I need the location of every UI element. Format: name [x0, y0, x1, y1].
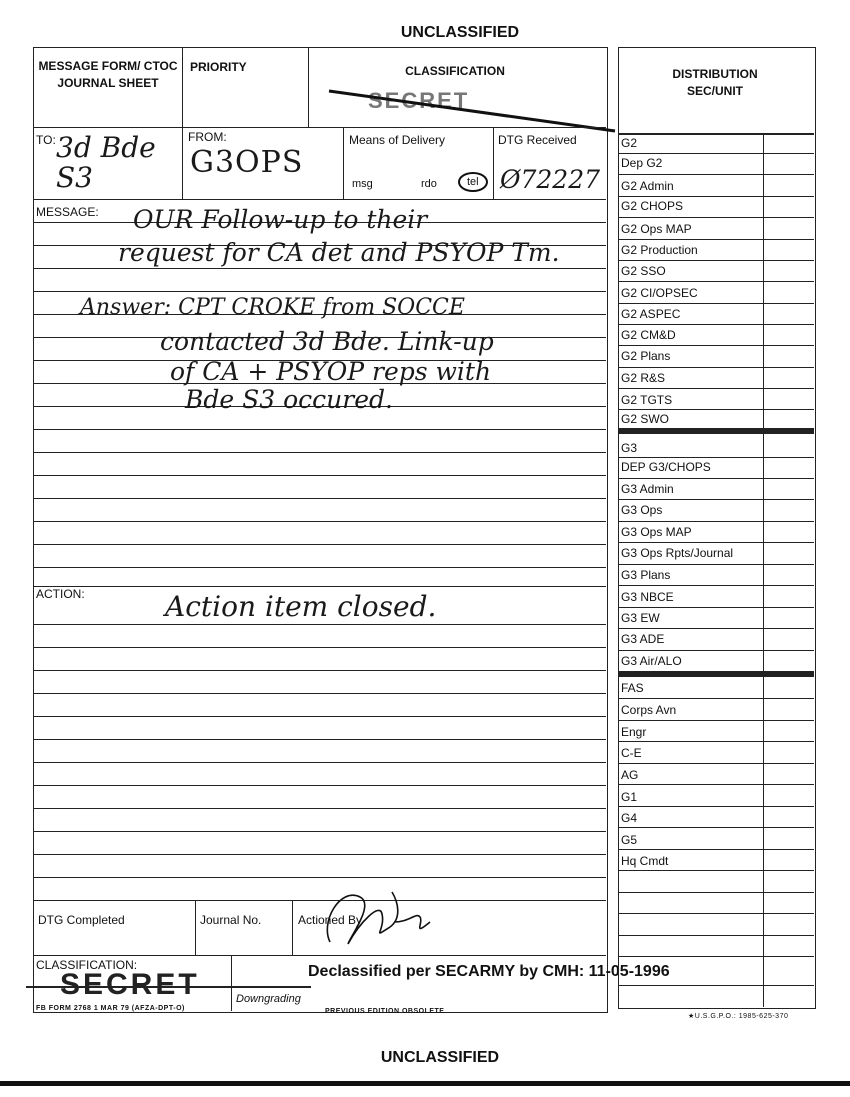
dist-g2-ops-map: G2 Ops MAP [621, 222, 692, 236]
page-bottom-rule [0, 1081, 850, 1086]
gpo-note: ★U.S.G.P.O.: 1985-625-370 [688, 1013, 789, 1020]
dist-g3-ops-rpts-journal: G3 Ops Rpts/Journal [621, 546, 734, 560]
dist-ag: AG [621, 768, 639, 782]
dist-g3-ops-map: G3 Ops MAP [621, 525, 692, 539]
dist-engr: Engr [621, 725, 647, 739]
dist-g1: G1 [621, 790, 638, 804]
dist-g3-air-alo: G3 Air/ALO [621, 654, 682, 668]
dist-g3-ew: G3 EW [621, 611, 660, 625]
from-label: FROM: [188, 130, 227, 144]
dtg-received-value: Ø72227 [500, 165, 601, 194]
action-value: Action item closed. [165, 590, 437, 623]
classification-label: CLASSIFICATION [405, 64, 505, 78]
dist-g5: G5 [621, 833, 638, 847]
dist-dep-g3-chops: DEP G3/CHOPS [621, 460, 711, 474]
dist-g3-ade: G3 ADE [621, 632, 665, 646]
previous-edition-note: PREVIOUS EDITION OBSOLETE [325, 1008, 445, 1015]
distribution-header: DISTRIBUTION SEC/UNIT [672, 67, 758, 98]
dist-g2-production: G2 Production [621, 243, 698, 257]
classification-bottom-value: SECRET [60, 968, 200, 1001]
actioned-by-label: Actioned By [298, 913, 363, 927]
dtg-received-label: DTG Received [498, 133, 577, 147]
dist-g2-ci-opsec: G2 CI/OPSEC [621, 286, 698, 300]
form-title: MESSAGE FORM/ CTOC JOURNAL SHEET [38, 59, 178, 90]
dist-g2-aspec: G2 ASPEC [621, 307, 681, 321]
dist-g3: G3 [621, 441, 638, 455]
dist-fas: FAS [621, 681, 644, 695]
means-tel: tel [458, 172, 488, 192]
classification-bottom-label: CLASSIFICATION: [36, 958, 138, 972]
dist-g3-ops: G3 Ops [621, 503, 663, 517]
dtg-completed-label: DTG Completed [38, 913, 125, 927]
dist-g2-chops: G2 CHOPS [621, 199, 684, 213]
declassified-note: Declassified per SECARMY by CMH: 11-05-1996 [308, 963, 670, 980]
dist-g2-swo: G2 SWO [621, 412, 670, 426]
form-number: FB FORM 2768 1 MAR 79 (AFZA-DPT-O) [36, 1005, 185, 1012]
dist-g2-admin: G2 Admin [621, 179, 674, 193]
message-line-2: request for CA det and PSYOP Tm. [118, 238, 560, 267]
dist-corps-avn: Corps Avn [621, 703, 677, 717]
bottom-classification-marking: UNCLASSIFIED [380, 1049, 500, 1066]
downgrading-label: Downgrading [236, 993, 301, 1005]
message-label: MESSAGE: [36, 205, 99, 219]
message-line-1: OUR Follow-up to their [133, 205, 428, 234]
classification-struck-value: SECRET [368, 88, 470, 113]
dist-dep-g2: Dep G2 [621, 156, 663, 170]
action-label: ACTION: [36, 587, 85, 601]
message-line-7: Bde S3 occured. [185, 385, 393, 414]
dist-g2-sso: G2 SSO [621, 264, 666, 278]
means-of-delivery-label: Means of Delivery [349, 133, 446, 147]
from-value: G3OPS [190, 145, 304, 180]
dist-g2-tgts: G2 TGTS [621, 393, 673, 407]
to-label: TO: [36, 133, 56, 147]
dist-g3-nbce: G3 NBCE [621, 590, 674, 604]
dist-g2-cm-d: G2 CM&D [621, 328, 676, 342]
message-line-4: Answer: CPT CROKE from SOCCE [80, 295, 465, 320]
dist-g2: G2 [621, 136, 638, 150]
dist-g2-plans: G2 Plans [621, 349, 671, 363]
dist-hq-cmdt: Hq Cmdt [621, 854, 669, 868]
dist-c-e: C-E [621, 746, 642, 760]
dist-g3-admin: G3 Admin [621, 482, 674, 496]
actioned-by-signature [320, 882, 440, 962]
means-msg: msg [352, 178, 373, 190]
dist-g4: G4 [621, 811, 638, 825]
means-rdo: rdo [421, 178, 437, 190]
dist-g2-r-s: G2 R&S [621, 371, 666, 385]
message-line-5: contacted 3d Bde. Link-up [160, 327, 494, 356]
to-value: 3d Bde S3 [56, 131, 156, 194]
top-classification-marking: UNCLASSIFIED [400, 24, 520, 41]
dist-g3-plans: G3 Plans [621, 568, 671, 582]
message-line-6: of CA + PSYOP reps with [170, 357, 492, 386]
priority-label: PRIORITY [190, 60, 247, 74]
journal-no-label: Journal No. [200, 913, 262, 927]
